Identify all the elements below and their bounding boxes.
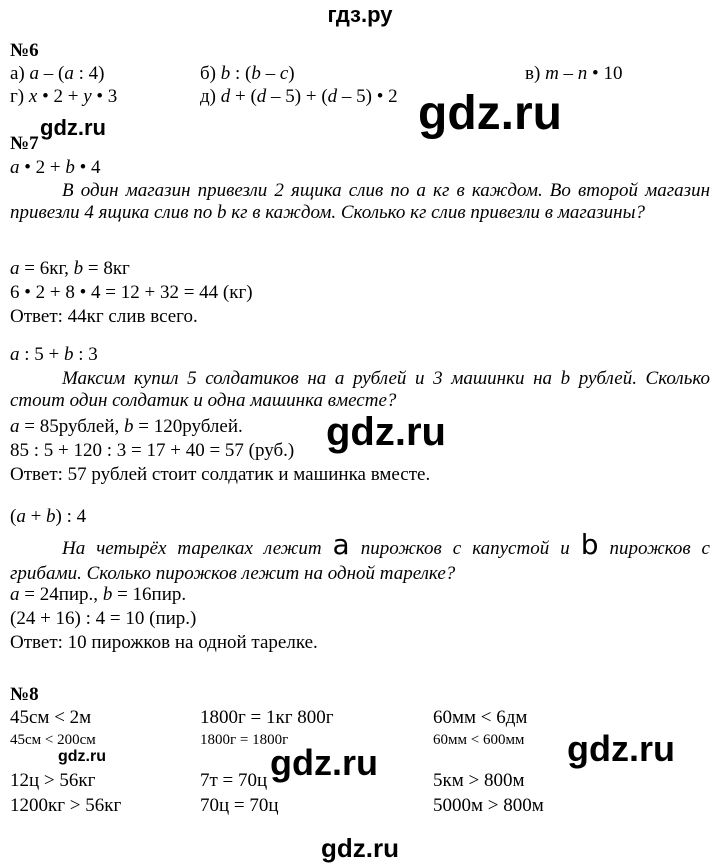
task8-col1-row2: 45см < 200см <box>10 732 96 748</box>
task8-col3-row2: 60мм < 600мм <box>433 732 525 748</box>
task6-item-a: а) a – (a : 4) <box>10 63 105 84</box>
watermark: gdz.ru <box>270 742 378 783</box>
task8-col1-row4: 1200кг > 56кг <box>10 795 122 816</box>
problem3-answer: Ответ: 10 пирожков на одной тарелке. <box>10 632 318 653</box>
watermark: gdz.ru <box>326 410 446 454</box>
watermark: gdz.ru <box>567 728 675 769</box>
watermark: gdz.ru <box>40 115 106 140</box>
problem1-values: a = 6кг, b = 8кг <box>10 258 130 279</box>
problem3-calculation: (24 + 16) : 4 = 10 (пир.) <box>10 608 197 629</box>
task8-col2-row2: 1800г = 1800г <box>200 732 289 748</box>
task8-col1-row3: 12ц > 56кг <box>10 770 96 791</box>
task8-col2-row3: 7т = 70ц <box>200 770 268 791</box>
task8-col1-row1: 45см < 2м <box>10 707 92 728</box>
task7-title: №7 <box>10 133 39 154</box>
problem1-answer: Ответ: 44кг слив всего. <box>10 306 198 327</box>
problem2-expression: a : 5 + b : 3 <box>10 344 98 365</box>
watermark: gdz.ru <box>58 748 106 765</box>
task6-item-b: б) b : (b – c) <box>200 63 295 84</box>
task8-col3-row4: 5000м > 800м <box>433 795 544 816</box>
task8-title: №8 <box>10 684 39 705</box>
problem3-text: На четырёх тарелках лежит a пирожков с капустой и b пирожков с грибами. Сколько пирожков лежит на одной тарелке? <box>10 528 710 584</box>
task6-title: №6 <box>10 40 39 61</box>
task8-col3-row1: 60мм < 6дм <box>433 707 528 728</box>
problem3-expression: (a + b) : 4 <box>10 506 87 527</box>
task8-col2-row4: 70ц = 70ц <box>200 795 279 816</box>
problem2-answer: Ответ: 57 рублей стоит солдатик и машинка вместе. <box>10 464 431 485</box>
problem3-values: a = 24пир., b = 16пир. <box>10 584 187 605</box>
problem1-expression: a • 2 + b • 4 <box>10 157 101 178</box>
site-header: гдз.ру <box>327 2 393 27</box>
task6-item-d: г) x • 2 + y • 3 <box>10 86 118 107</box>
problem2-calculation: 85 : 5 + 120 : 3 = 17 + 40 = 57 (руб.) <box>10 440 295 461</box>
watermark: gdz.ru <box>418 87 562 140</box>
task6-item-c: в) m – n • 10 <box>525 63 623 84</box>
watermark: gdz.ru <box>321 833 399 863</box>
task8-col3-row3: 5км > 800м <box>433 770 525 791</box>
problem2-values: a = 85рублей, b = 120рублей. <box>10 416 243 437</box>
problem1-calculation: 6 • 2 + 8 • 4 = 12 + 32 = 44 (кг) <box>10 282 253 303</box>
problem2-text: Максим купил 5 солдатиков на a рублей и 3 машинки на b рублей. Сколько стоит один солдатик и одна машинка вместе? <box>10 368 710 411</box>
task6-item-e: д) d + (d – 5) + (d – 5) • 2 <box>200 86 398 107</box>
task8-col2-row1: 1800г = 1кг 800г <box>200 707 334 728</box>
problem1-text: В один магазин привезли 2 ящика слив по a кг в каждом. Во второй магазин привезли 4 ящика слив по b кг в каждом. Сколько кг слив привезли в магазины? <box>10 180 710 223</box>
